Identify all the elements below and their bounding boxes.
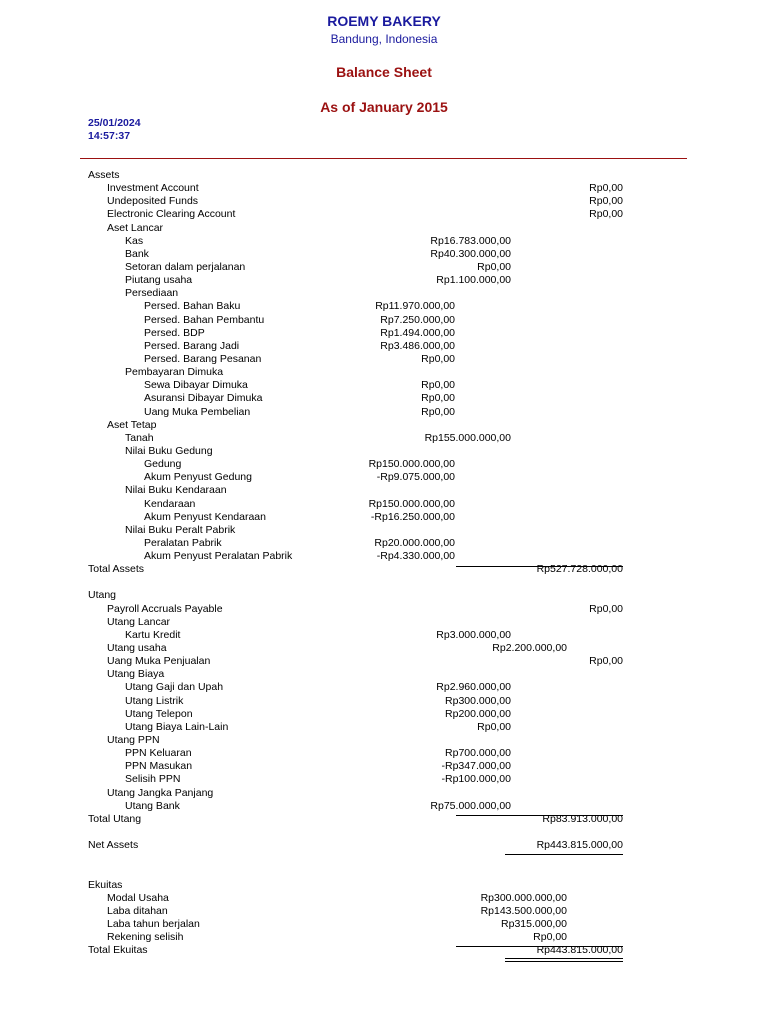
row-amount: Rp0,00 <box>533 931 567 944</box>
table-row <box>0 550 768 563</box>
row-label: PPN Keluaran <box>125 747 192 760</box>
row-label: Utang Listrik <box>125 694 184 707</box>
row-label: Net Assets <box>88 839 139 852</box>
total-utang-underline <box>456 815 623 816</box>
table-row <box>0 734 768 747</box>
row-label: Utang Lancar <box>107 615 171 628</box>
table-row <box>0 274 768 287</box>
table-row <box>0 773 768 786</box>
table-row <box>0 458 768 471</box>
row-amount: Rp1.100.000,00 <box>436 274 511 287</box>
row-label: Laba ditahan <box>107 904 168 917</box>
row-label: Payroll Accruals Payable <box>107 602 223 615</box>
row-label: Utang Gaji dan Upah <box>125 681 224 694</box>
row-label: Sewa Dibayar Dimuka <box>144 379 248 392</box>
table-row <box>0 892 768 905</box>
row-amount: Rp300.000,00 <box>445 694 511 707</box>
row-label: Utang Bank <box>125 799 180 812</box>
row-amount: Rp300.000.000,00 <box>480 891 567 904</box>
row-amount: Rp527.728.000,00 <box>536 563 623 576</box>
table-row <box>0 222 768 235</box>
row-label: Ekuitas <box>88 878 123 891</box>
row-amount: Rp40.300.000,00 <box>430 247 511 260</box>
row-label: Pembayaran Dimuka <box>125 366 224 379</box>
table-row <box>0 879 768 892</box>
row-label: Tanah <box>125 431 154 444</box>
row-amount: Rp0,00 <box>589 602 623 615</box>
row-label: Persed. BDP <box>144 326 205 339</box>
row-label: Uang Muka Pembelian <box>144 405 251 418</box>
row-label: Akum Penyust Peralatan Pabrik <box>144 550 293 563</box>
table-row <box>0 931 768 944</box>
row-label: Electronic Clearing Account <box>107 208 236 221</box>
table-row <box>0 616 768 629</box>
table-row <box>0 576 768 589</box>
table-row <box>0 826 768 839</box>
table-row <box>0 379 768 392</box>
row-amount: Rp0,00 <box>589 195 623 208</box>
row-amount: -Rp4.330.000,00 <box>376 550 455 563</box>
table-row <box>0 366 768 379</box>
row-label: Asuransi Dibayar Dimuka <box>144 392 263 405</box>
table-row <box>0 787 768 800</box>
company-location: Bandung, Indonesia <box>330 32 438 46</box>
row-amount: Rp7.250.000,00 <box>380 313 455 326</box>
row-label: Nilai Buku Kendaraan <box>125 484 227 497</box>
row-label: Utang <box>88 589 117 602</box>
row-label: Rekening selisih <box>107 931 184 944</box>
row-label: Utang PPN <box>107 734 160 747</box>
company-name: ROEMY BAKERY <box>327 13 441 29</box>
row-label: Aset Lancar <box>107 221 164 234</box>
row-amount: -Rp9.075.000,00 <box>376 471 455 484</box>
row-label: Utang Biaya Lain-Lain <box>125 720 229 733</box>
row-label: Total Assets <box>88 563 145 576</box>
row-label: Kendaraan <box>144 497 196 510</box>
row-label: Persed. Barang Jadi <box>144 339 240 352</box>
table-row <box>0 182 768 195</box>
row-amount: Rp0,00 <box>589 182 623 195</box>
row-label: Utang Biaya <box>107 668 165 681</box>
row-amount: Rp315.000,00 <box>501 917 567 930</box>
table-row <box>0 484 768 497</box>
report-period: As of January 2015 <box>320 99 448 115</box>
row-label: Piutang usaha <box>125 274 193 287</box>
print-date: 25/01/2024 <box>88 117 141 129</box>
row-label: Persed. Barang Pesanan <box>144 352 262 365</box>
row-amount: Rp0,00 <box>589 655 623 668</box>
row-label: Persediaan <box>125 287 179 300</box>
row-label: Gedung <box>144 458 182 471</box>
row-amount: Rp150.000.000,00 <box>368 458 455 471</box>
row-label: Utang Telepon <box>125 707 193 720</box>
total-assets-underline <box>456 566 623 567</box>
row-label: Utang usaha <box>107 642 167 655</box>
table-row <box>0 511 768 524</box>
row-amount: Rp2.200.000,00 <box>492 642 567 655</box>
row-label: Utang Jangka Panjang <box>107 786 214 799</box>
row-label: Peralatan Pabrik <box>144 536 222 549</box>
row-label: Akum Penyust Kendaraan <box>144 510 266 523</box>
row-label: Setoran dalam perjalanan <box>125 260 246 273</box>
row-label: Total Utang <box>88 812 142 825</box>
table-row <box>0 813 768 826</box>
row-amount: Rp75.000.000,00 <box>430 799 511 812</box>
row-label: Investment Account <box>107 182 199 195</box>
row-label: Selisih PPN <box>125 773 181 786</box>
table-row <box>0 524 768 537</box>
table-row <box>0 695 768 708</box>
row-label: Laba tahun berjalan <box>107 917 200 930</box>
table-row <box>0 668 768 681</box>
table-row <box>0 839 768 852</box>
table-row <box>0 314 768 327</box>
table-row <box>0 340 768 353</box>
table-row <box>0 563 768 576</box>
table-row <box>0 642 768 655</box>
row-amount: Rp0,00 <box>421 379 455 392</box>
row-label: Bank <box>125 247 149 260</box>
table-row <box>0 327 768 340</box>
table-row <box>0 287 768 300</box>
row-amount: Rp0,00 <box>421 392 455 405</box>
row-label: Akum Penyust Gedung <box>144 471 252 484</box>
row-label: Persed. Bahan Pembantu <box>144 313 265 326</box>
table-row <box>0 603 768 616</box>
row-label: Persed. Bahan Baku <box>144 300 241 313</box>
row-label: Kartu Kredit <box>125 628 181 641</box>
row-amount: Rp0,00 <box>477 260 511 273</box>
total-ekuitas-double-underline <box>505 958 623 962</box>
table-row <box>0 747 768 760</box>
table-row <box>0 392 768 405</box>
row-amount: -Rp16.250.000,00 <box>370 510 455 523</box>
table-row <box>0 681 768 694</box>
row-amount: Rp16.783.000,00 <box>430 234 511 247</box>
row-label: Modal Usaha <box>107 891 169 904</box>
row-label: Assets <box>88 169 120 181</box>
table-row <box>0 918 768 931</box>
row-amount: Rp0,00 <box>477 720 511 733</box>
table-row <box>0 865 768 878</box>
row-label: Aset Tetap <box>107 418 157 431</box>
table-row <box>0 498 768 511</box>
table-row <box>0 445 768 458</box>
table-row <box>0 629 768 642</box>
row-amount: Rp3.486.000,00 <box>380 339 455 352</box>
report-title: Balance Sheet <box>336 64 432 80</box>
table-row <box>0 589 768 602</box>
table-row <box>0 708 768 721</box>
row-amount: Rp2.960.000,00 <box>436 681 511 694</box>
row-label: Uang Muka Penjualan <box>107 655 211 668</box>
table-row <box>0 248 768 261</box>
table-row <box>0 760 768 773</box>
total-ekuitas-overline <box>456 946 623 947</box>
row-label: Nilai Buku Gedung <box>125 444 213 457</box>
table-row <box>0 432 768 445</box>
table-row <box>0 195 768 208</box>
table-row <box>0 944 768 957</box>
table-row <box>0 800 768 813</box>
row-amount: Rp143.500.000,00 <box>480 904 567 917</box>
row-label: Undeposited Funds <box>107 195 199 208</box>
row-amount: Rp443.815.000,00 <box>536 944 623 957</box>
table-row <box>0 261 768 274</box>
table-row <box>0 419 768 432</box>
row-label: PPN Masukan <box>125 760 193 773</box>
row-amount: Rp0,00 <box>421 405 455 418</box>
header-divider <box>80 158 687 159</box>
table-row <box>0 235 768 248</box>
table-row <box>0 208 768 221</box>
row-amount: Rp0,00 <box>589 208 623 221</box>
row-label: Kas <box>125 234 144 247</box>
row-amount: Rp150.000.000,00 <box>368 497 455 510</box>
row-amount: Rp200.000,00 <box>445 707 511 720</box>
row-amount: Rp443.815.000,00 <box>536 839 623 852</box>
row-amount: Rp700.000,00 <box>445 747 511 760</box>
table-row <box>0 353 768 366</box>
table-row <box>0 852 768 865</box>
row-amount: Rp20.000.000,00 <box>374 536 455 549</box>
table-row <box>0 905 768 918</box>
row-label: Total Ekuitas <box>88 944 148 957</box>
row-amount: -Rp347.000,00 <box>441 760 511 773</box>
row-amount: Rp83.913.000,00 <box>542 812 623 825</box>
row-amount: Rp11.970.000,00 <box>375 300 455 313</box>
print-time: 14:57:37 <box>88 130 131 142</box>
table-row <box>0 537 768 550</box>
table-row <box>0 169 768 182</box>
row-amount: -Rp100.000,00 <box>441 773 511 786</box>
row-amount: Rp1.494.000,00 <box>380 326 455 339</box>
row-amount: Rp0,00 <box>421 352 455 365</box>
table-row <box>0 721 768 734</box>
row-amount: Rp155.000.000,00 <box>424 431 511 444</box>
row-amount: Rp3.000.000,00 <box>436 628 511 641</box>
table-row <box>0 655 768 668</box>
table-row <box>0 406 768 419</box>
table-row <box>0 471 768 484</box>
row-label: Nilai Buku Peralt Pabrik <box>125 523 236 536</box>
table-row <box>0 300 768 313</box>
net-assets-underline <box>505 854 623 855</box>
